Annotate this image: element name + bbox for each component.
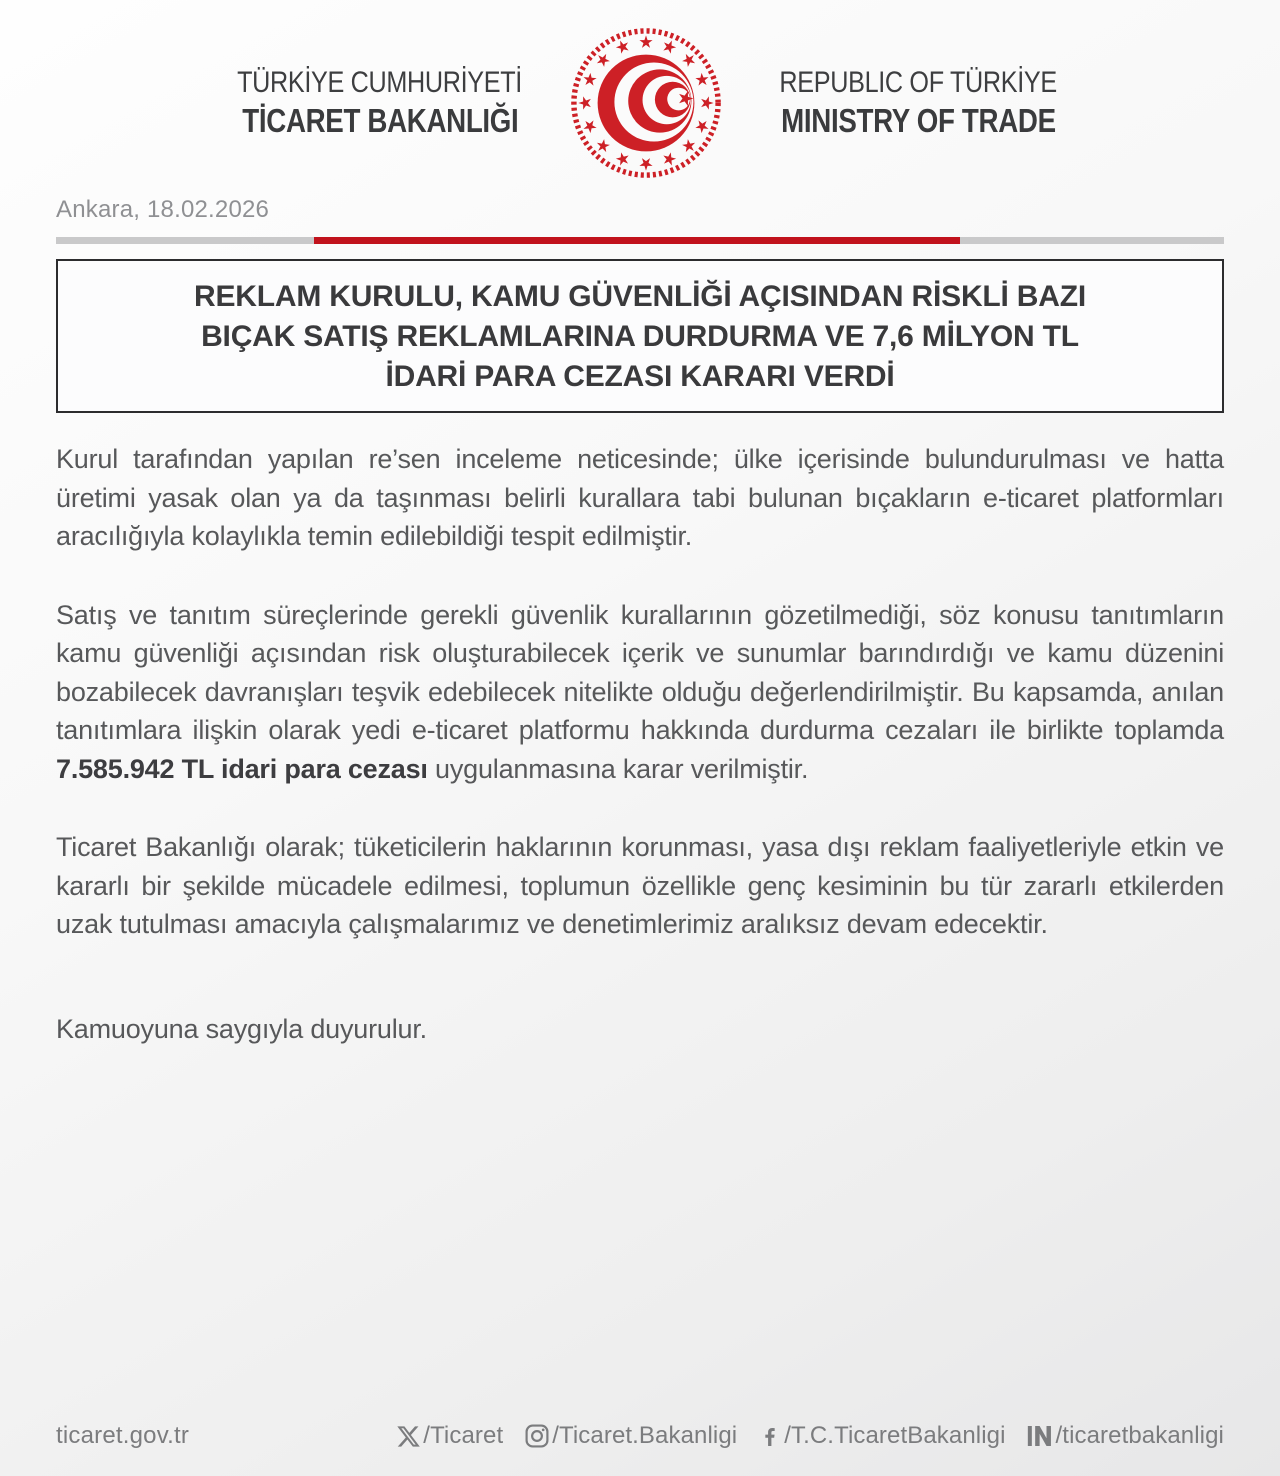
paragraph-2-text: Satış ve tanıtım süreçlerinde gerekli güvenlik kurallarının gözetilmediği, söz konusu tanıtımların kamu güvenliği açısından risk oluşturabilecek içerik ve sunumlar barındırdığı ve kamu düzenini bozabilecek davranışları teşvik edebilecek nitelikte olduğu değerlendirilmiştir. Bu kapsamda, anılan tanıtımlara ilişkin olarak yedi e-ticaret platformu hakkında durdurma cezaları ile birlikte toplamda bbox=[56, 599, 1224, 745]
website-link[interactable]: ticaret.gov.tr bbox=[56, 1422, 190, 1449]
org-tr-line1: TÜRKİYE CUMHURİYETİ bbox=[237, 66, 523, 99]
facebook-icon bbox=[758, 1424, 782, 1448]
social-x-handle: /Ticaret bbox=[423, 1422, 504, 1449]
instagram-icon bbox=[524, 1423, 550, 1449]
paragraph-3: Ticaret Bakanlığı olarak; tüketicilerin haklarının korunması, yasa dışı reklam faaliyetleriyle etkin ve kararlı bir şekilde mücadele edilmesi, toplumun özellikle genç kesiminin bu tür zararlı etkilerden uzak tutulması amacıyla çalışmalarımız ve denetimlerimiz aralıksız devam edecektir. bbox=[56, 832, 1224, 939]
headline-line-1: REKLAM KURULU, KAMU GÜVENLİĞİ AÇISINDAN RİSKLİ BAZI bbox=[194, 280, 1086, 313]
org-tr-line2: TİCARET BAKANLIĞI bbox=[241, 102, 519, 139]
social-links bbox=[396, 1422, 1224, 1450]
social-facebook-handle: /T.C.TicaretBakanligi bbox=[784, 1422, 1006, 1449]
paragraph-1: Kurul tarafından yapılan re’sen inceleme neticesinde; ülke içerisinde bulundurulması ve hatta üretimi yasak olan ya da taşınması belirli kurallara tabi bulunan bıçakların e-ticaret platformları aracılığıyla kolaylıkla temin edilebildiği tespit edilmiştir. bbox=[56, 444, 1224, 551]
social-nsosyal[interactable] bbox=[1027, 1422, 1224, 1450]
social-x[interactable] bbox=[396, 1422, 503, 1450]
org-name-turkish bbox=[128, 66, 632, 140]
divider-rule bbox=[56, 237, 1224, 244]
footer bbox=[56, 1422, 1224, 1450]
headline-line-2: BIÇAK SATIŞ REKLAMLARINA DURDURMA VE 7,6 MİLYON TL bbox=[201, 320, 1079, 353]
social-facebook[interactable] bbox=[758, 1422, 1005, 1450]
headline-line-3: İDARİ PARA CEZASI KARARI VERDİ bbox=[385, 360, 895, 393]
masthead bbox=[56, 24, 1224, 182]
org-en-line2: MINISTRY OF TRADE bbox=[780, 102, 1056, 139]
social-instagram[interactable] bbox=[524, 1422, 737, 1450]
fine-amount: 7.585.942 TL idari para cezası bbox=[56, 753, 428, 784]
closing-line: Kamuoyuna saygıyla duyurulur. bbox=[56, 1013, 427, 1044]
rule-gray-right bbox=[960, 237, 1224, 244]
paragraph-2-tail: uygulanmasına karar verilmiştir. bbox=[427, 753, 809, 784]
org-en-line1: REPUBLIC OF TÜRKİYE bbox=[779, 66, 1057, 99]
social-instagram-handle: /Ticaret.Bakanligi bbox=[552, 1422, 738, 1449]
rule-gray-left bbox=[56, 237, 314, 244]
paragraph-2 bbox=[56, 596, 1224, 789]
dateline: Ankara, 18.02.2026 bbox=[56, 196, 270, 223]
x-icon bbox=[396, 1424, 421, 1449]
social-nsosyal-handle: /ticaretbakanligi bbox=[1055, 1422, 1224, 1449]
org-name-english bbox=[666, 66, 1170, 140]
press-release-body bbox=[56, 440, 1224, 1048]
rule-red bbox=[314, 237, 960, 244]
nsosyal-icon bbox=[1027, 1426, 1054, 1446]
headline-box bbox=[56, 259, 1224, 413]
